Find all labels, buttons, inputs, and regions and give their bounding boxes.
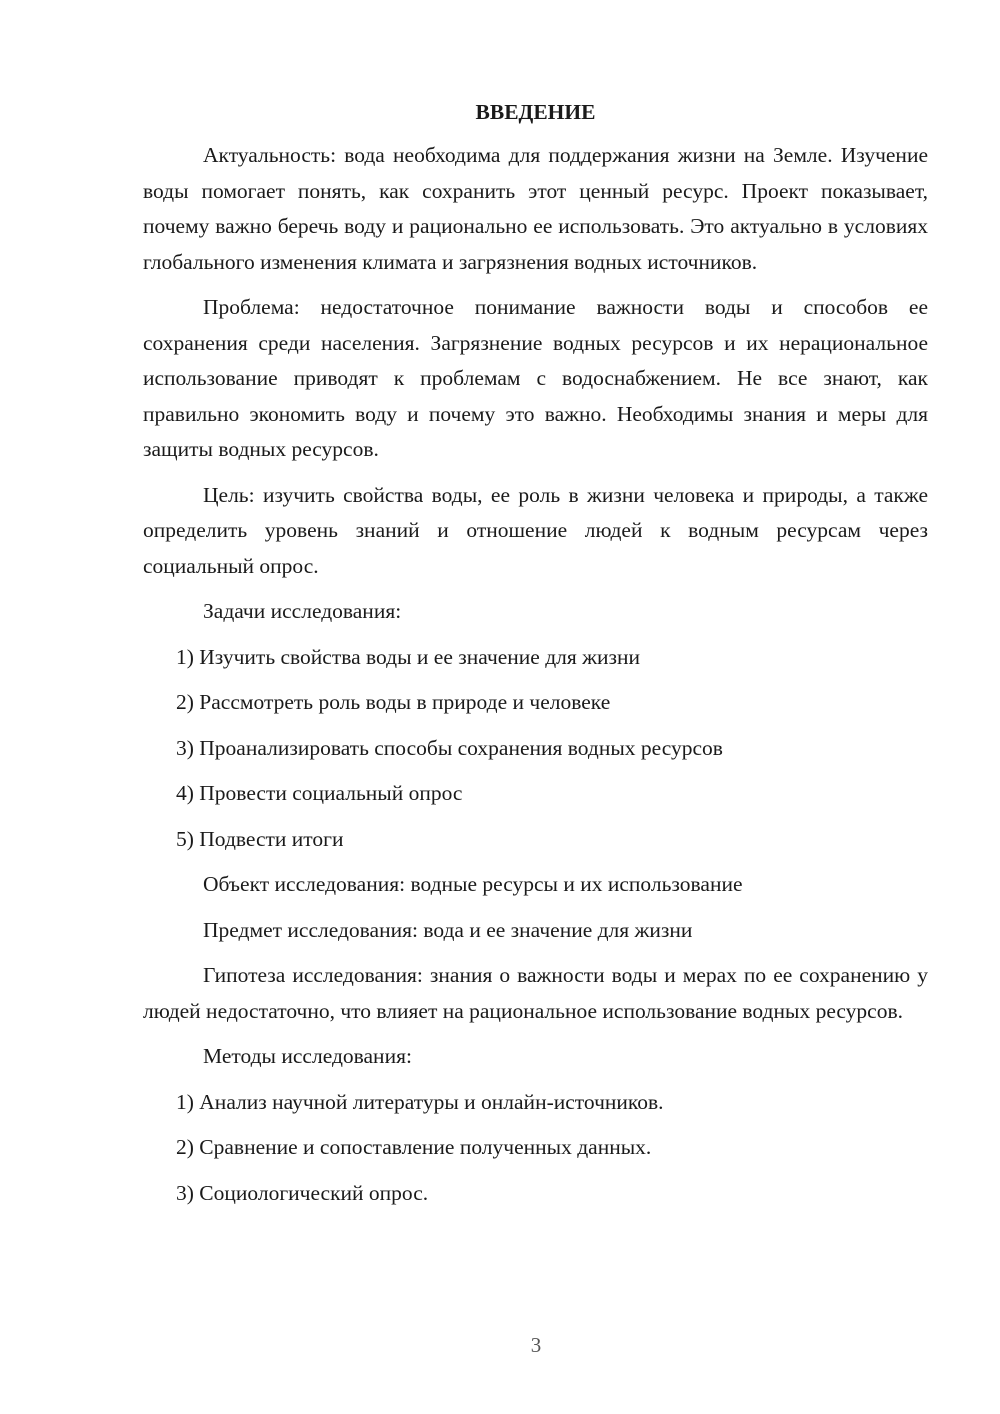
task-item: 1) Изучить свойства воды и ее значение для жизни [176, 644, 641, 669]
task-item: 2) Рассмотреть роль воды в природе и человеке [176, 690, 611, 714]
method-item: 1) Анализ научной литературы и онлайн-источников. [176, 1089, 664, 1114]
hypothesis-paragraph: Гипотеза исследования: знания о важности воды и мерах по ее сохранению у людей недостаточно, что влияет на рациональное использование водных ресурсов. [143, 963, 928, 1023]
relevance-paragraph: Актуальность: вода необходима для поддержания жизни на Земле. Изучение воды помогает понять, как сохранить этот ценный ресурс. Проект показывает, почему важно беречь воду и рационально ее использовать. Это актуально в условиях глобального изменения климата и загрязнения водных источников. [143, 143, 928, 274]
task-item: 3) Проанализировать способы сохранения водных ресурсов [176, 735, 723, 760]
methods-heading: Методы исследования: [203, 1044, 412, 1068]
goal-paragraph: Цель: изучить свойства воды, ее роль в жизни человека и природы, а также определить уровень знаний и отношение людей к водным ресурсам через социальный опрос. [143, 482, 928, 578]
page-title: ВВЕДЕНИЕ [475, 100, 596, 124]
method-item: 3) Социологический опрос. [176, 1180, 429, 1205]
object-line: Объект исследования: водные ресурсы и их использование [203, 872, 743, 896]
problem-paragraph: Проблема: недостаточное понимание важности воды и способов ее сохранения среди населения. Загрязнение водных ресурсов и их нерациональное использование приводят к проблемам с водоснабжением. Не все знают, как правильно экономить воду и почему это важно. Необходимы знания и меры для защиты водных ресурсов. [143, 295, 928, 461]
tasks-heading: Задачи исследования: [203, 599, 402, 623]
subject-line: Предмет исследования: вода и ее значение для жизни [203, 917, 693, 942]
task-item: 4) Провести социальный опрос [176, 781, 463, 805]
page-content [143, 96, 928, 1221]
task-item: 5) Подвести итоги [176, 826, 344, 851]
method-item: 2) Сравнение и сопоставление полученных данных. [176, 1135, 652, 1159]
page-number: 3 [530, 1333, 542, 1357]
